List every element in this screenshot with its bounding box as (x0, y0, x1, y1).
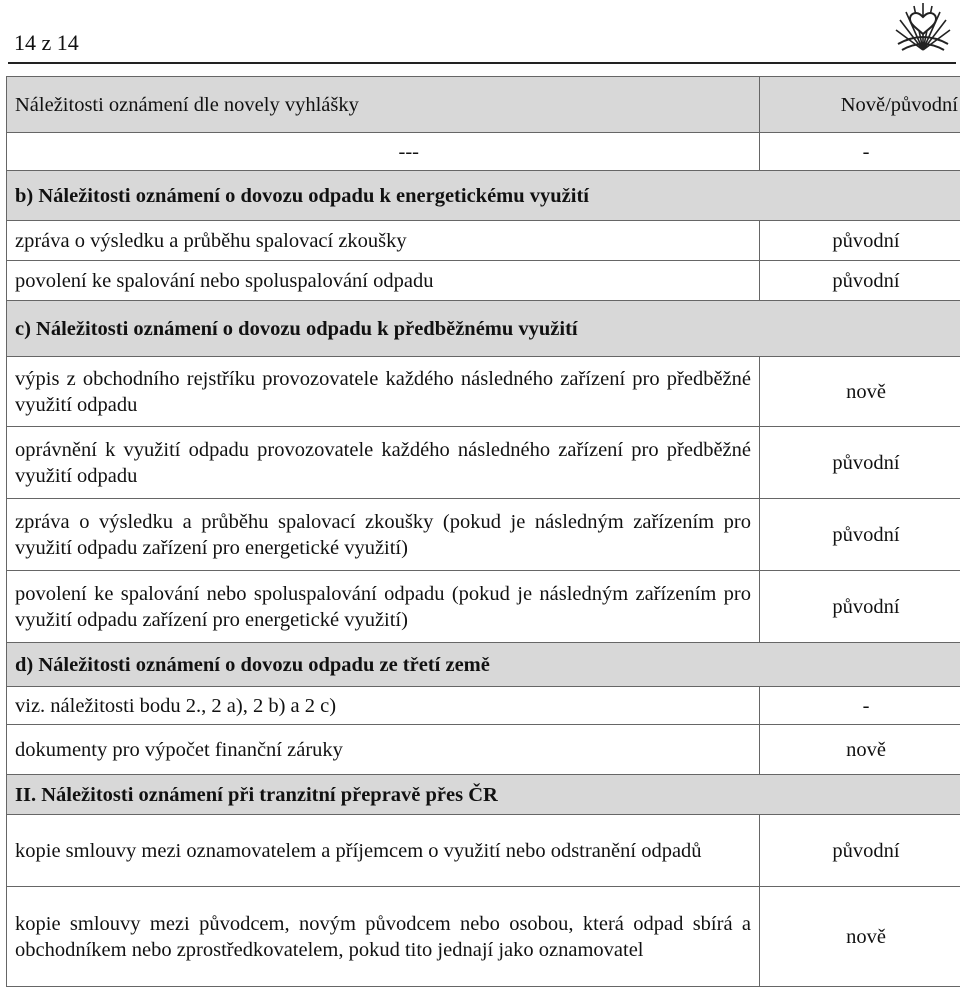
header-rule (8, 62, 956, 64)
row-text: výpis z obchodního rejstříku provozovatele každého následného zařízení pro předběžné využití odpadu (7, 357, 760, 427)
row-status: nově (760, 357, 960, 427)
table-row (7, 221, 960, 261)
row-status: nově (760, 725, 960, 775)
section-title: d) Náležitosti oznámení o dovozu odpadu ze třetí země (7, 643, 960, 687)
row-text: oprávnění k využití odpadu provozovatele každého následného zařízení pro předběžné využití odpadu (7, 427, 760, 499)
row-status: nově (760, 887, 960, 987)
table-row (7, 261, 960, 301)
header-col-requirements: Náležitosti oznámení dle novely vyhlášky (7, 77, 760, 133)
table-row (7, 725, 960, 775)
row-status: původní (760, 815, 960, 887)
dash-row (7, 133, 960, 171)
section-b-heading (7, 171, 960, 221)
row-text: kopie smlouvy mezi původcem, novým původcem nebo osobou, která odpad sbírá a obchodníkem nebo zprostředkovatelem, pokud tito jednají jako oznamovatel (7, 887, 760, 987)
table-row (7, 887, 960, 987)
header-col-status: Nově/původní (760, 77, 960, 133)
section-d-heading (7, 643, 960, 687)
section-c-heading (7, 301, 960, 357)
table-row (7, 815, 960, 887)
requirements-table (6, 76, 960, 987)
row-status: původní (760, 571, 960, 643)
row-text: kopie smlouvy mezi oznamovatelem a příjemcem o využití nebo odstranění odpadů (7, 815, 760, 887)
row-text: zpráva o výsledku a průběhu spalovací zkoušky (7, 221, 760, 261)
row-status: - (760, 687, 960, 725)
row-status: původní (760, 221, 960, 261)
row-status: původní (760, 261, 960, 301)
heart-emblem-icon (892, 0, 954, 56)
row-text: dokumenty pro výpočet finanční záruky (7, 725, 760, 775)
row-status: původní (760, 499, 960, 571)
page-number: 14 z 14 (14, 30, 79, 56)
row-text: viz. náležitosti bodu 2., 2 a), 2 b) a 2 c) (7, 687, 760, 725)
section-ii-heading (7, 775, 960, 815)
row-text: povolení ke spalování nebo spoluspalování odpadu (7, 261, 760, 301)
table-header-row (7, 77, 960, 133)
dash-cell: --- (7, 133, 760, 171)
table-row (7, 687, 960, 725)
table-row (7, 571, 960, 643)
dash-status: - (760, 133, 960, 171)
table-row (7, 357, 960, 427)
row-text: povolení ke spalování nebo spoluspalování odpadu (pokud je následným zařízením pro využití odpadu zařízení pro energetické využití) (7, 571, 760, 643)
table-row (7, 427, 960, 499)
table-row (7, 499, 960, 571)
row-status: původní (760, 427, 960, 499)
row-text: zpráva o výsledku a průběhu spalovací zkoušky (pokud je následným zařízením pro využití odpadu zařízení pro energetické využití) (7, 499, 760, 571)
section-title: b) Náležitosti oznámení o dovozu odpadu k energetickému využití (7, 171, 960, 221)
section-title: II. Náležitosti oznámení při tranzitní přepravě přes ČR (7, 775, 960, 815)
section-title: c) Náležitosti oznámení o dovozu odpadu k předběžnému využití (7, 301, 960, 357)
